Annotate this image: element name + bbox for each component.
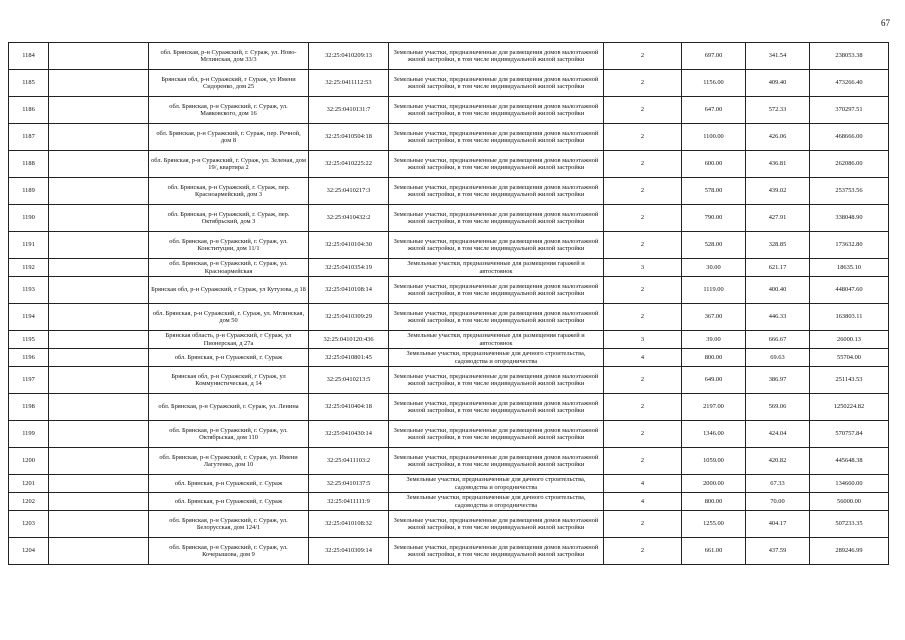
spacer-cell <box>49 394 149 421</box>
cadastral-number-cell: 32:25:0410430:14 <box>309 421 389 448</box>
cadastral-number-cell: 32:25:0410432:2 <box>309 205 389 232</box>
spacer-cell <box>49 304 149 331</box>
cadastral-number-cell: 32:25:0410225:22 <box>309 151 389 178</box>
group-cell: 2 <box>604 97 682 124</box>
spacer-cell <box>49 124 149 151</box>
cadastral-value-cell: 173632.80 <box>810 232 889 259</box>
cadastral-number-cell: 32:25:0410108:32 <box>309 511 389 538</box>
area-cell: 2000.00 <box>682 475 746 493</box>
table-row <box>9 304 889 331</box>
address-cell: обл. Брянская, р-н Суражский, г. Сураж, ул. Имени Лагутенко, дом 10 <box>149 448 309 475</box>
specific-value-cell: 439.02 <box>746 178 810 205</box>
land-use-purpose-cell: Земельные участки, предназначенные для размещения домов малоэтажной жилой застройки, в том числе индивидуальной жилой застройки <box>389 151 604 178</box>
cadastral-number-cell: 32:25:0410108:14 <box>309 277 389 304</box>
spacer-cell <box>49 349 149 367</box>
table-row <box>9 349 889 367</box>
group-cell: 2 <box>604 304 682 331</box>
land-use-purpose-cell: Земельные участки, предназначенные для дачного строительства, садоводства и огородничества <box>389 475 604 493</box>
cadastral-number-cell: 32:25:0410120:436 <box>309 331 389 349</box>
land-use-purpose-cell: Земельные участки, предназначенные для размещения домов малоэтажной жилой застройки, в том числе индивидуальной жилой застройки <box>389 304 604 331</box>
specific-value-cell: 437.59 <box>746 538 810 565</box>
area-cell: 578.00 <box>682 178 746 205</box>
cadastral-value-cell: 468666.00 <box>810 124 889 151</box>
group-cell: 3 <box>604 259 682 277</box>
row-number-cell: 1194 <box>9 304 49 331</box>
spacer-cell <box>49 205 149 232</box>
cadastral-value-cell: 163803.11 <box>810 304 889 331</box>
cadastral-number-cell: 32:25:0410137:5 <box>309 475 389 493</box>
group-cell: 2 <box>604 232 682 259</box>
cadastral-value-cell: 570757.84 <box>810 421 889 448</box>
cadastral-number-cell: 32:25:0410213:5 <box>309 367 389 394</box>
area-cell: 600.00 <box>682 151 746 178</box>
row-number-cell: 1203 <box>9 511 49 538</box>
land-use-purpose-cell: Земельные участки, предназначенные для дачного строительства, садоводства и огородничества <box>389 493 604 511</box>
group-cell: 2 <box>604 43 682 70</box>
address-cell: обл. Брянская, р-н Суражский, г. Сураж <box>149 493 309 511</box>
address-cell: обл. Брянская, р-н Суражский, г. Сураж, ул. Красноармейская <box>149 259 309 277</box>
address-cell: обл. Брянская, р-н Суражский, г. Сураж, ул. Ленина <box>149 394 309 421</box>
cadastral-value-cell: 134660.00 <box>810 475 889 493</box>
land-use-purpose-cell: Земельные участки, предназначенные для размещения домов малоэтажной жилой застройки, в том числе индивидуальной жилой застройки <box>389 97 604 124</box>
row-number-cell: 1193 <box>9 277 49 304</box>
table-row <box>9 43 889 70</box>
row-number-cell: 1184 <box>9 43 49 70</box>
table-row <box>9 394 889 421</box>
address-cell: обл. Брянская, р-н Суражский, г. Сураж, ул. Мглинская, дом 50 <box>149 304 309 331</box>
row-number-cell: 1197 <box>9 367 49 394</box>
area-cell: 367.00 <box>682 304 746 331</box>
spacer-cell <box>49 97 149 124</box>
group-cell: 3 <box>604 331 682 349</box>
specific-value-cell: 328.85 <box>746 232 810 259</box>
cadastral-number-cell: 32:25:0410504:18 <box>309 124 389 151</box>
land-use-purpose-cell: Земельные участки, предназначенные для размещения гаражей и автостоянок <box>389 331 604 349</box>
group-cell: 2 <box>604 277 682 304</box>
table-row <box>9 97 889 124</box>
cadastral-number-cell: 32:25:0410104:30 <box>309 232 389 259</box>
address-cell: обл. Брянская, р-н Суражский, г. Сураж, пер. Октябрьский, дом 3 <box>149 205 309 232</box>
specific-value-cell: 420.82 <box>746 448 810 475</box>
spacer-cell <box>49 448 149 475</box>
group-cell: 2 <box>604 448 682 475</box>
area-cell: 2197.00 <box>682 394 746 421</box>
cadastral-number-cell: 32:25:0410354:19 <box>309 259 389 277</box>
row-number-cell: 1190 <box>9 205 49 232</box>
table-row <box>9 151 889 178</box>
row-number-cell: 1204 <box>9 538 49 565</box>
group-cell: 2 <box>604 367 682 394</box>
specific-value-cell: 427.91 <box>746 205 810 232</box>
area-cell: 1119.00 <box>682 277 746 304</box>
cadastral-value-cell: 338048.90 <box>810 205 889 232</box>
spacer-cell <box>49 259 149 277</box>
cadastral-value-cell: 238053.38 <box>810 43 889 70</box>
specific-value-cell: 621.17 <box>746 259 810 277</box>
address-cell: Брянская обл, р-н Суражский, г Сураж, ул Кутузова, д 18 <box>149 277 309 304</box>
group-cell: 2 <box>604 394 682 421</box>
specific-value-cell: 424.04 <box>746 421 810 448</box>
table-row <box>9 259 889 277</box>
land-use-purpose-cell: Земельные участки, предназначенные для размещения домов малоэтажной жилой застройки, в том числе индивидуальной жилой застройки <box>389 448 604 475</box>
row-number-cell: 1195 <box>9 331 49 349</box>
address-cell: обл. Брянская, р-н Суражский, г. Сураж, ул. Зеленая, дом 19/, квартира 2 <box>149 151 309 178</box>
row-number-cell: 1188 <box>9 151 49 178</box>
land-use-purpose-cell: Земельные участки, предназначенные для размещения домов малоэтажной жилой застройки, в том числе индивидуальной жилой застройки <box>389 421 604 448</box>
row-number-cell: 1199 <box>9 421 49 448</box>
cadastral-number-cell: 32:25:0410309:29 <box>309 304 389 331</box>
cadastral-value-cell: 251143.53 <box>810 367 889 394</box>
land-use-purpose-cell: Земельные участки, предназначенные для размещения домов малоэтажной жилой застройки, в том числе индивидуальной жилой застройки <box>389 124 604 151</box>
cadastral-number-cell: 32:25:0410209:13 <box>309 43 389 70</box>
area-cell: 697.00 <box>682 43 746 70</box>
table-body <box>9 43 889 565</box>
table-row <box>9 421 889 448</box>
spacer-cell <box>49 367 149 394</box>
address-cell: обл. Брянская, р-н Суражский, г. Сураж, пер. Красноармейский, дом 3 <box>149 178 309 205</box>
spacer-cell <box>49 511 149 538</box>
address-cell: обл. Брянская, р-н Суражский, г. Сураж, ул. Маяковского, дом 16 <box>149 97 309 124</box>
cadastral-value-cell: 1250224.82 <box>810 394 889 421</box>
specific-value-cell: 666.67 <box>746 331 810 349</box>
cadastral-value-cell: 18635.10 <box>810 259 889 277</box>
spacer-cell <box>49 70 149 97</box>
cadastral-number-cell: 32:25:0411112:53 <box>309 70 389 97</box>
area-cell: 1346.00 <box>682 421 746 448</box>
address-cell: обл. Брянская, р-н Суражский, г. Сураж, ул. Белорусская, дом 124/1 <box>149 511 309 538</box>
cadastral-value-cell: 26000.13 <box>810 331 889 349</box>
land-registry-table <box>8 42 889 565</box>
address-cell: обл. Брянская, р-н Суражский, г. Сураж <box>149 475 309 493</box>
page-number: 67 <box>881 18 890 28</box>
table-row <box>9 124 889 151</box>
table-row <box>9 475 889 493</box>
area-cell: 1156.00 <box>682 70 746 97</box>
group-cell: 4 <box>604 493 682 511</box>
area-cell: 800.00 <box>682 349 746 367</box>
table-row <box>9 511 889 538</box>
group-cell: 2 <box>604 124 682 151</box>
row-number-cell: 1192 <box>9 259 49 277</box>
row-number-cell: 1202 <box>9 493 49 511</box>
land-use-purpose-cell: Земельные участки, предназначенные для размещения домов малоэтажной жилой застройки, в том числе индивидуальной жилой застройки <box>389 178 604 205</box>
cadastral-number-cell: 32:25:0410131:7 <box>309 97 389 124</box>
table-row <box>9 448 889 475</box>
area-cell: 647.00 <box>682 97 746 124</box>
area-cell: 1100.00 <box>682 124 746 151</box>
specific-value-cell: 569.06 <box>746 394 810 421</box>
area-cell: 1059.00 <box>682 448 746 475</box>
group-cell: 2 <box>604 421 682 448</box>
land-use-purpose-cell: Земельные участки, предназначенные для размещения домов малоэтажной жилой застройки, в том числе индивидуальной жилой застройки <box>389 367 604 394</box>
specific-value-cell: 69.63 <box>746 349 810 367</box>
specific-value-cell: 341.54 <box>746 43 810 70</box>
spacer-cell <box>49 493 149 511</box>
cadastral-number-cell: 32:25:0410404:18 <box>309 394 389 421</box>
group-cell: 4 <box>604 349 682 367</box>
area-cell: 1255.00 <box>682 511 746 538</box>
cadastral-value-cell: 473266.40 <box>810 70 889 97</box>
specific-value-cell: 70.00 <box>746 493 810 511</box>
spacer-cell <box>49 421 149 448</box>
address-cell: обл. Брянская, р-н Суражский, г. Сураж, ул. Октябрьская, дом 110 <box>149 421 309 448</box>
address-cell: обл. Брянская, р-н Суражский, г. Сураж, ул. Конституции, дом 11/1 <box>149 232 309 259</box>
cadastral-number-cell: 32:25:0411111:9 <box>309 493 389 511</box>
address-cell: обл. Брянская, р-н Суражский, г. Сураж <box>149 349 309 367</box>
table-row <box>9 232 889 259</box>
group-cell: 2 <box>604 205 682 232</box>
address-cell: Брянская обл, р-н Суражский, г Сураж, ул Коммунистическая, д 14 <box>149 367 309 394</box>
table-row <box>9 178 889 205</box>
address-cell: Брянская обл, р-н Суражский, г Сураж, ул Имени Сидоренко, дом 25 <box>149 70 309 97</box>
cadastral-value-cell: 262086.00 <box>810 151 889 178</box>
group-cell: 2 <box>604 70 682 97</box>
spacer-cell <box>49 151 149 178</box>
spacer-cell <box>49 232 149 259</box>
cadastral-value-cell: 56000.00 <box>810 493 889 511</box>
row-number-cell: 1187 <box>9 124 49 151</box>
land-use-purpose-cell: Земельные участки, предназначенные для размещения домов малоэтажной жилой застройки, в том числе индивидуальной жилой застройки <box>389 43 604 70</box>
cadastral-number-cell: 32:25:0410217:3 <box>309 178 389 205</box>
table-row <box>9 493 889 511</box>
address-cell: обл. Брянская, р-н Суражский, г. Сураж, ул. Ново-Мглинская, дом 33/3 <box>149 43 309 70</box>
row-number-cell: 1196 <box>9 349 49 367</box>
address-cell: обл. Брянская, р-н Суражский, г. Сураж, ул. Кочерышова, дом 9 <box>149 538 309 565</box>
land-use-purpose-cell: Земельные участки, предназначенные для размещения домов малоэтажной жилой застройки, в том числе индивидуальной жилой застройки <box>389 394 604 421</box>
table-row <box>9 367 889 394</box>
row-number-cell: 1198 <box>9 394 49 421</box>
area-cell: 649.00 <box>682 367 746 394</box>
row-number-cell: 1200 <box>9 448 49 475</box>
table-row <box>9 205 889 232</box>
cadastral-value-cell: 253753.56 <box>810 178 889 205</box>
specific-value-cell: 572.33 <box>746 97 810 124</box>
table-row <box>9 277 889 304</box>
spacer-cell <box>49 331 149 349</box>
cadastral-value-cell: 445648.38 <box>810 448 889 475</box>
group-cell: 2 <box>604 538 682 565</box>
cadastral-number-cell: 32:25:0411103:2 <box>309 448 389 475</box>
land-use-purpose-cell: Земельные участки, предназначенные для размещения домов малоэтажной жилой застройки, в том числе индивидуальной жилой застройки <box>389 277 604 304</box>
address-cell: Брянская область, р-н Суражский, г Сураж, ул Пионерская, д 27а <box>149 331 309 349</box>
spacer-cell <box>49 43 149 70</box>
cadastral-value-cell: 55704.00 <box>810 349 889 367</box>
group-cell: 2 <box>604 151 682 178</box>
area-cell: 528.00 <box>682 232 746 259</box>
spacer-cell <box>49 277 149 304</box>
land-use-purpose-cell: Земельные участки, предназначенные для размещения домов малоэтажной жилой застройки, в том числе индивидуальной жилой застройки <box>389 205 604 232</box>
row-number-cell: 1186 <box>9 97 49 124</box>
specific-value-cell: 426.06 <box>746 124 810 151</box>
specific-value-cell: 436.81 <box>746 151 810 178</box>
area-cell: 800.00 <box>682 493 746 511</box>
spacer-cell <box>49 178 149 205</box>
row-number-cell: 1201 <box>9 475 49 493</box>
specific-value-cell: 400.40 <box>746 277 810 304</box>
area-cell: 661.00 <box>682 538 746 565</box>
land-use-purpose-cell: Земельные участки, предназначенные для размещения домов малоэтажной жилой застройки, в том числе индивидуальной жилой застройки <box>389 511 604 538</box>
spacer-cell <box>49 475 149 493</box>
specific-value-cell: 404.17 <box>746 511 810 538</box>
specific-value-cell: 386.97 <box>746 367 810 394</box>
area-cell: 39.00 <box>682 331 746 349</box>
row-number-cell: 1189 <box>9 178 49 205</box>
cadastral-number-cell: 32:25:0410801:45 <box>309 349 389 367</box>
land-use-purpose-cell: Земельные участки, предназначенные для размещения домов малоэтажной жилой застройки, в том числе индивидуальной жилой застройки <box>389 538 604 565</box>
specific-value-cell: 446.33 <box>746 304 810 331</box>
address-cell: обл. Брянская, р-н Суражский, г. Сураж, пер. Речной, дом 8 <box>149 124 309 151</box>
table-row <box>9 70 889 97</box>
cadastral-value-cell: 507233.35 <box>810 511 889 538</box>
cadastral-value-cell: 448047.60 <box>810 277 889 304</box>
area-cell: 30.00 <box>682 259 746 277</box>
cadastral-value-cell: 289246.99 <box>810 538 889 565</box>
land-use-purpose-cell: Земельные участки, предназначенные для размещения домов малоэтажной жилой застройки, в том числе индивидуальной жилой застройки <box>389 70 604 97</box>
row-number-cell: 1185 <box>9 70 49 97</box>
land-use-purpose-cell: Земельные участки, предназначенные для размещения гаражей и автостоянок <box>389 259 604 277</box>
spacer-cell <box>49 538 149 565</box>
area-cell: 790.00 <box>682 205 746 232</box>
specific-value-cell: 409.40 <box>746 70 810 97</box>
specific-value-cell: 67.33 <box>746 475 810 493</box>
land-use-purpose-cell: Земельные участки, предназначенные для дачного строительства, садоводства и огородничества <box>389 349 604 367</box>
cadastral-value-cell: 370297.51 <box>810 97 889 124</box>
cadastral-number-cell: 32:25:0410309:14 <box>309 538 389 565</box>
row-number-cell: 1191 <box>9 232 49 259</box>
group-cell: 2 <box>604 511 682 538</box>
group-cell: 2 <box>604 178 682 205</box>
table-row <box>9 538 889 565</box>
table-row <box>9 331 889 349</box>
land-use-purpose-cell: Земельные участки, предназначенные для размещения домов малоэтажной жилой застройки, в том числе индивидуальной жилой застройки <box>389 232 604 259</box>
group-cell: 4 <box>604 475 682 493</box>
